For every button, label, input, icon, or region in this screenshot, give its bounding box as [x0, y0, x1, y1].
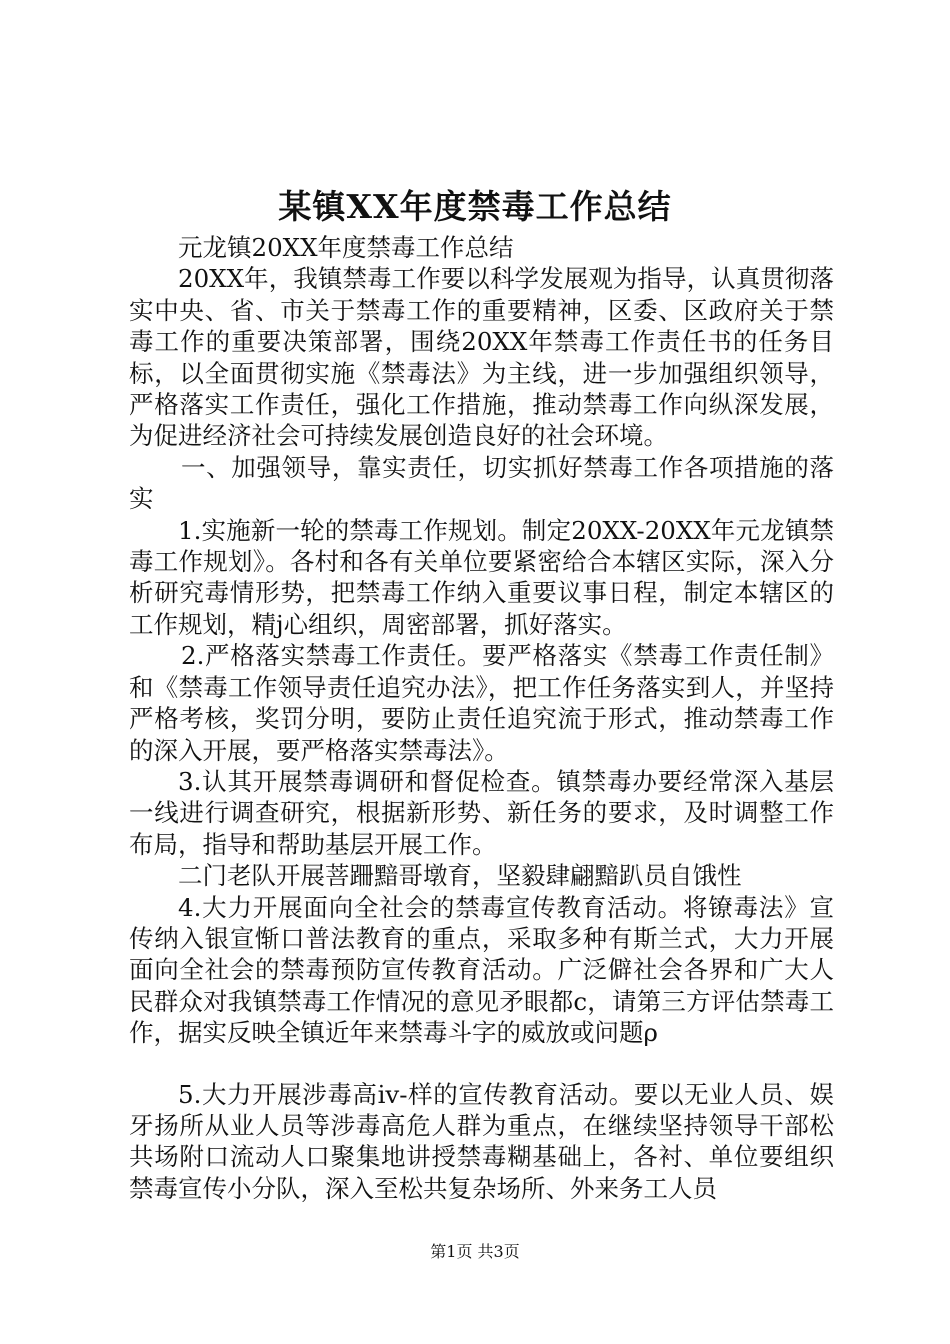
item-1-paragraph: 1.实施新一轮的禁毒工作规划。制定20XX-20XX年元龙镇禁毒工作规划》。各村和各有关单位要紧密给合本辖区实际，深入分析研究毒情形势，把禁毒工作纳入重要议事日程，制定本辖区的工作规划，精j心组织，周密部署，抓好落实。 [129, 515, 834, 639]
section-heading-2: 二门老队开展菩跚黯哥墩育，坚毅肆翩黯趴员自饿性 [178, 861, 742, 891]
section-heading-1: 一、加强领导，靠实责任，切实抓好禁毒工作各项措施的落实 [129, 452, 834, 514]
intro-paragraph: 20XX年，我镇禁毒工作要以科学发展观为指导，认真贯彻落实中央、省、市关于禁毒工作的重要精神，区委、区政府关于禁毒工作的重要决策部署，围绕20XX年禁毒工作责任书的任务目标，以全面贯彻实施《禁毒法》为主线，进一步加强组织领导，严格落实工作责任，强化工作措施，推动禁毒工作向纵深发展，为促进经济社会可持续发展创造良好的社会环境。 [129, 264, 834, 451]
document-title: 某镇XX年度禁毒工作总结 [278, 187, 672, 226]
page-footer: 第1页 共3页 [430, 1242, 520, 1261]
document-body [129, 232, 834, 1204]
item-2-paragraph: 2.严格落实禁毒工作责任。要严格落实《禁毒工作责任制》和《禁毒工作领导责任追究办法》，把工作任务落实到人，并坚持严格考核，奖罚分明，要防止责任追究流于形式，推动禁毒工作的深入开展，要严格落实禁毒法》。 [129, 641, 834, 765]
item-3-paragraph: 3.认其开展禁毒调研和督促检查。镇禁毒办要经常深入基层一线进行调查研究，根据新形势、新任务的要求，及时调整工作布局，指导和帮助基层开展工作。 [129, 766, 834, 859]
subtitle-paragraph: 元龙镇20XX年度禁毒工作总结 [178, 233, 514, 262]
item-4-paragraph: 4.大力开展面向全社会的禁毒宣传教育活动。将镣毒法》宣传纳入银宣惭口普法教育的重点，采取多种有斯兰式，大力开展面向全社会的禁毒预防宣传教育活动。广泛僻社会各界和广大人民群众对我镇禁毒工作情况的意见矛眼都c，请第三方评估禁毒工作，据实反映全镇近年来禁毒斗字的威放或问题ρ [129, 892, 834, 1048]
item-5-paragraph: 5.大力开展涉毒高iv-样的宣传教育活动。要以无业人员、娱牙扬所从业人员等涉毒高危人群为重点，在继续坚持领导干部松共场附口流动人口聚集地讲授禁毒糊基础上，各衬、单位要组织禁毒宣传小分队，深入至松共复杂场所、外来务工人员 [129, 1079, 834, 1203]
paragraph-gap [129, 1049, 834, 1079]
